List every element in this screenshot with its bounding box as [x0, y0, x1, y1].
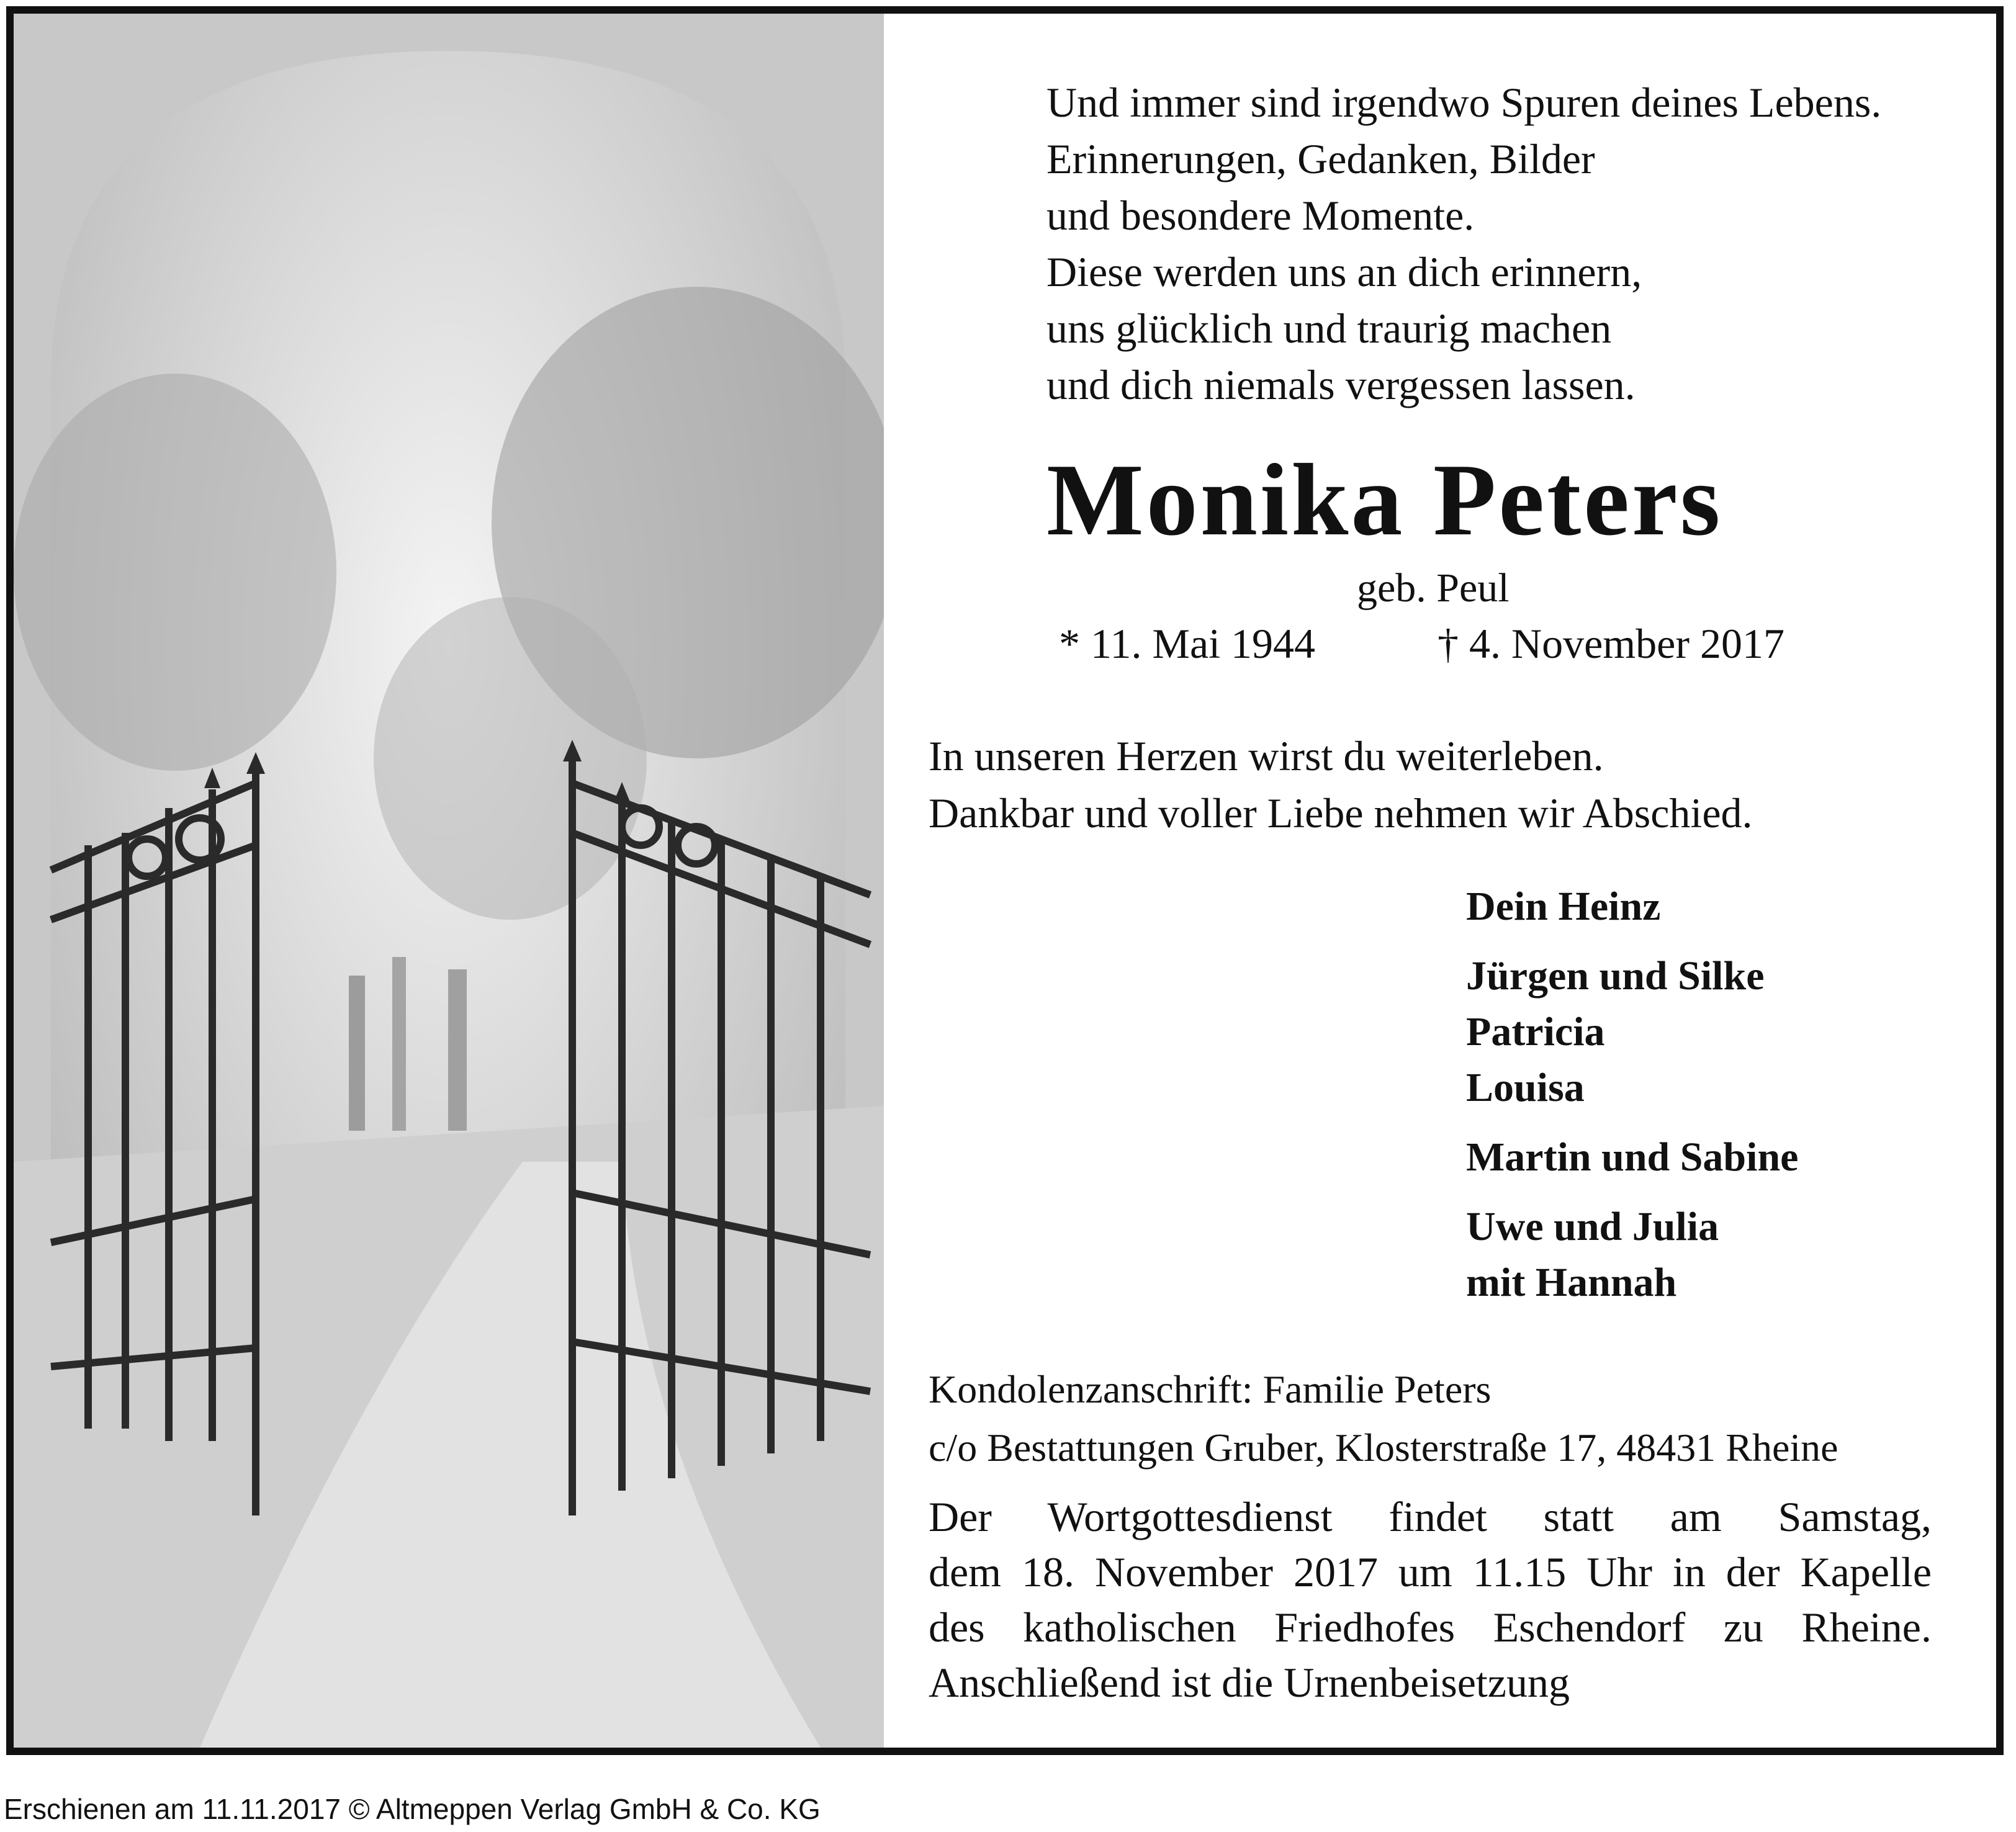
death-date: † 4. November 2017 — [1438, 620, 1785, 667]
poem-line: Diese werden uns an dich erinnern, — [1046, 248, 1642, 295]
mourner-group — [1466, 948, 1798, 1116]
service-line: des katholischen Friedhofes Eschendorf zu Rheine. — [929, 1604, 1932, 1651]
poem-line: Erinnerungen, Gedanken, Bilder — [1046, 135, 1595, 182]
deceased-name: Monika Peters — [1046, 442, 1723, 557]
service-line: dem 18. November 2017 um 11.15 Uhr in der Kapelle — [929, 1548, 1932, 1596]
maiden-name: geb. Peul — [1357, 565, 1510, 611]
mourner-name: Jürgen und Silke — [1466, 953, 1765, 999]
mourner-name: Patricia — [1466, 1009, 1605, 1054]
poem-line: und besondere Momente. — [1046, 192, 1475, 239]
birth-date: * 11. Mai 1944 — [1059, 620, 1316, 667]
poem-line: uns glücklich und traurig machen — [1046, 305, 1612, 352]
notice-content — [929, 14, 1959, 1748]
memorial-poem — [1046, 74, 1881, 413]
notice-frame — [6, 6, 2004, 1755]
mourner-name: Dein Heinz — [1466, 884, 1661, 929]
mourner-name: mit Hannah — [1466, 1260, 1677, 1305]
cemetery-gate-photo — [14, 14, 884, 1748]
mourners-list — [1466, 879, 1798, 1324]
service-line: Anschließend ist die Urnenbeisetzung — [929, 1659, 1570, 1706]
service-announcement — [929, 1489, 1932, 1710]
mourner-group — [1466, 1129, 1798, 1185]
farewell-text — [929, 727, 1753, 842]
mourner-name: Martin und Sabine — [1466, 1134, 1799, 1180]
condolence-address — [929, 1360, 1838, 1477]
mourner-name: Uwe und Julia — [1466, 1204, 1719, 1249]
mourner-group — [1466, 1199, 1798, 1311]
gate-illustration — [14, 14, 884, 1748]
address-line: c/o Bestattungen Gruber, Klosterstraße 17, 48431 Rheine — [929, 1426, 1838, 1470]
farewell-line: In unseren Herzen wirst du weiterleben. — [929, 732, 1604, 779]
poem-line: Und immer sind irgendwo Spuren deines Lebens. — [1046, 79, 1882, 126]
address-line: Kondolenzanschrift: Familie Peters — [929, 1367, 1492, 1411]
mourner-name: Louisa — [1466, 1065, 1585, 1110]
service-line: Der Wortgottesdienst findet statt am Samstag, — [929, 1493, 1932, 1540]
publication-footer: Erschienen am 11.11.2017 © Altmeppen Verlag GmbH & Co. KG — [4, 1793, 821, 1825]
farewell-line: Dankbar und voller Liebe nehmen wir Abschied. — [929, 789, 1753, 837]
poem-line: und dich niemals vergessen lassen. — [1046, 361, 1636, 408]
mourner-group — [1466, 879, 1798, 935]
